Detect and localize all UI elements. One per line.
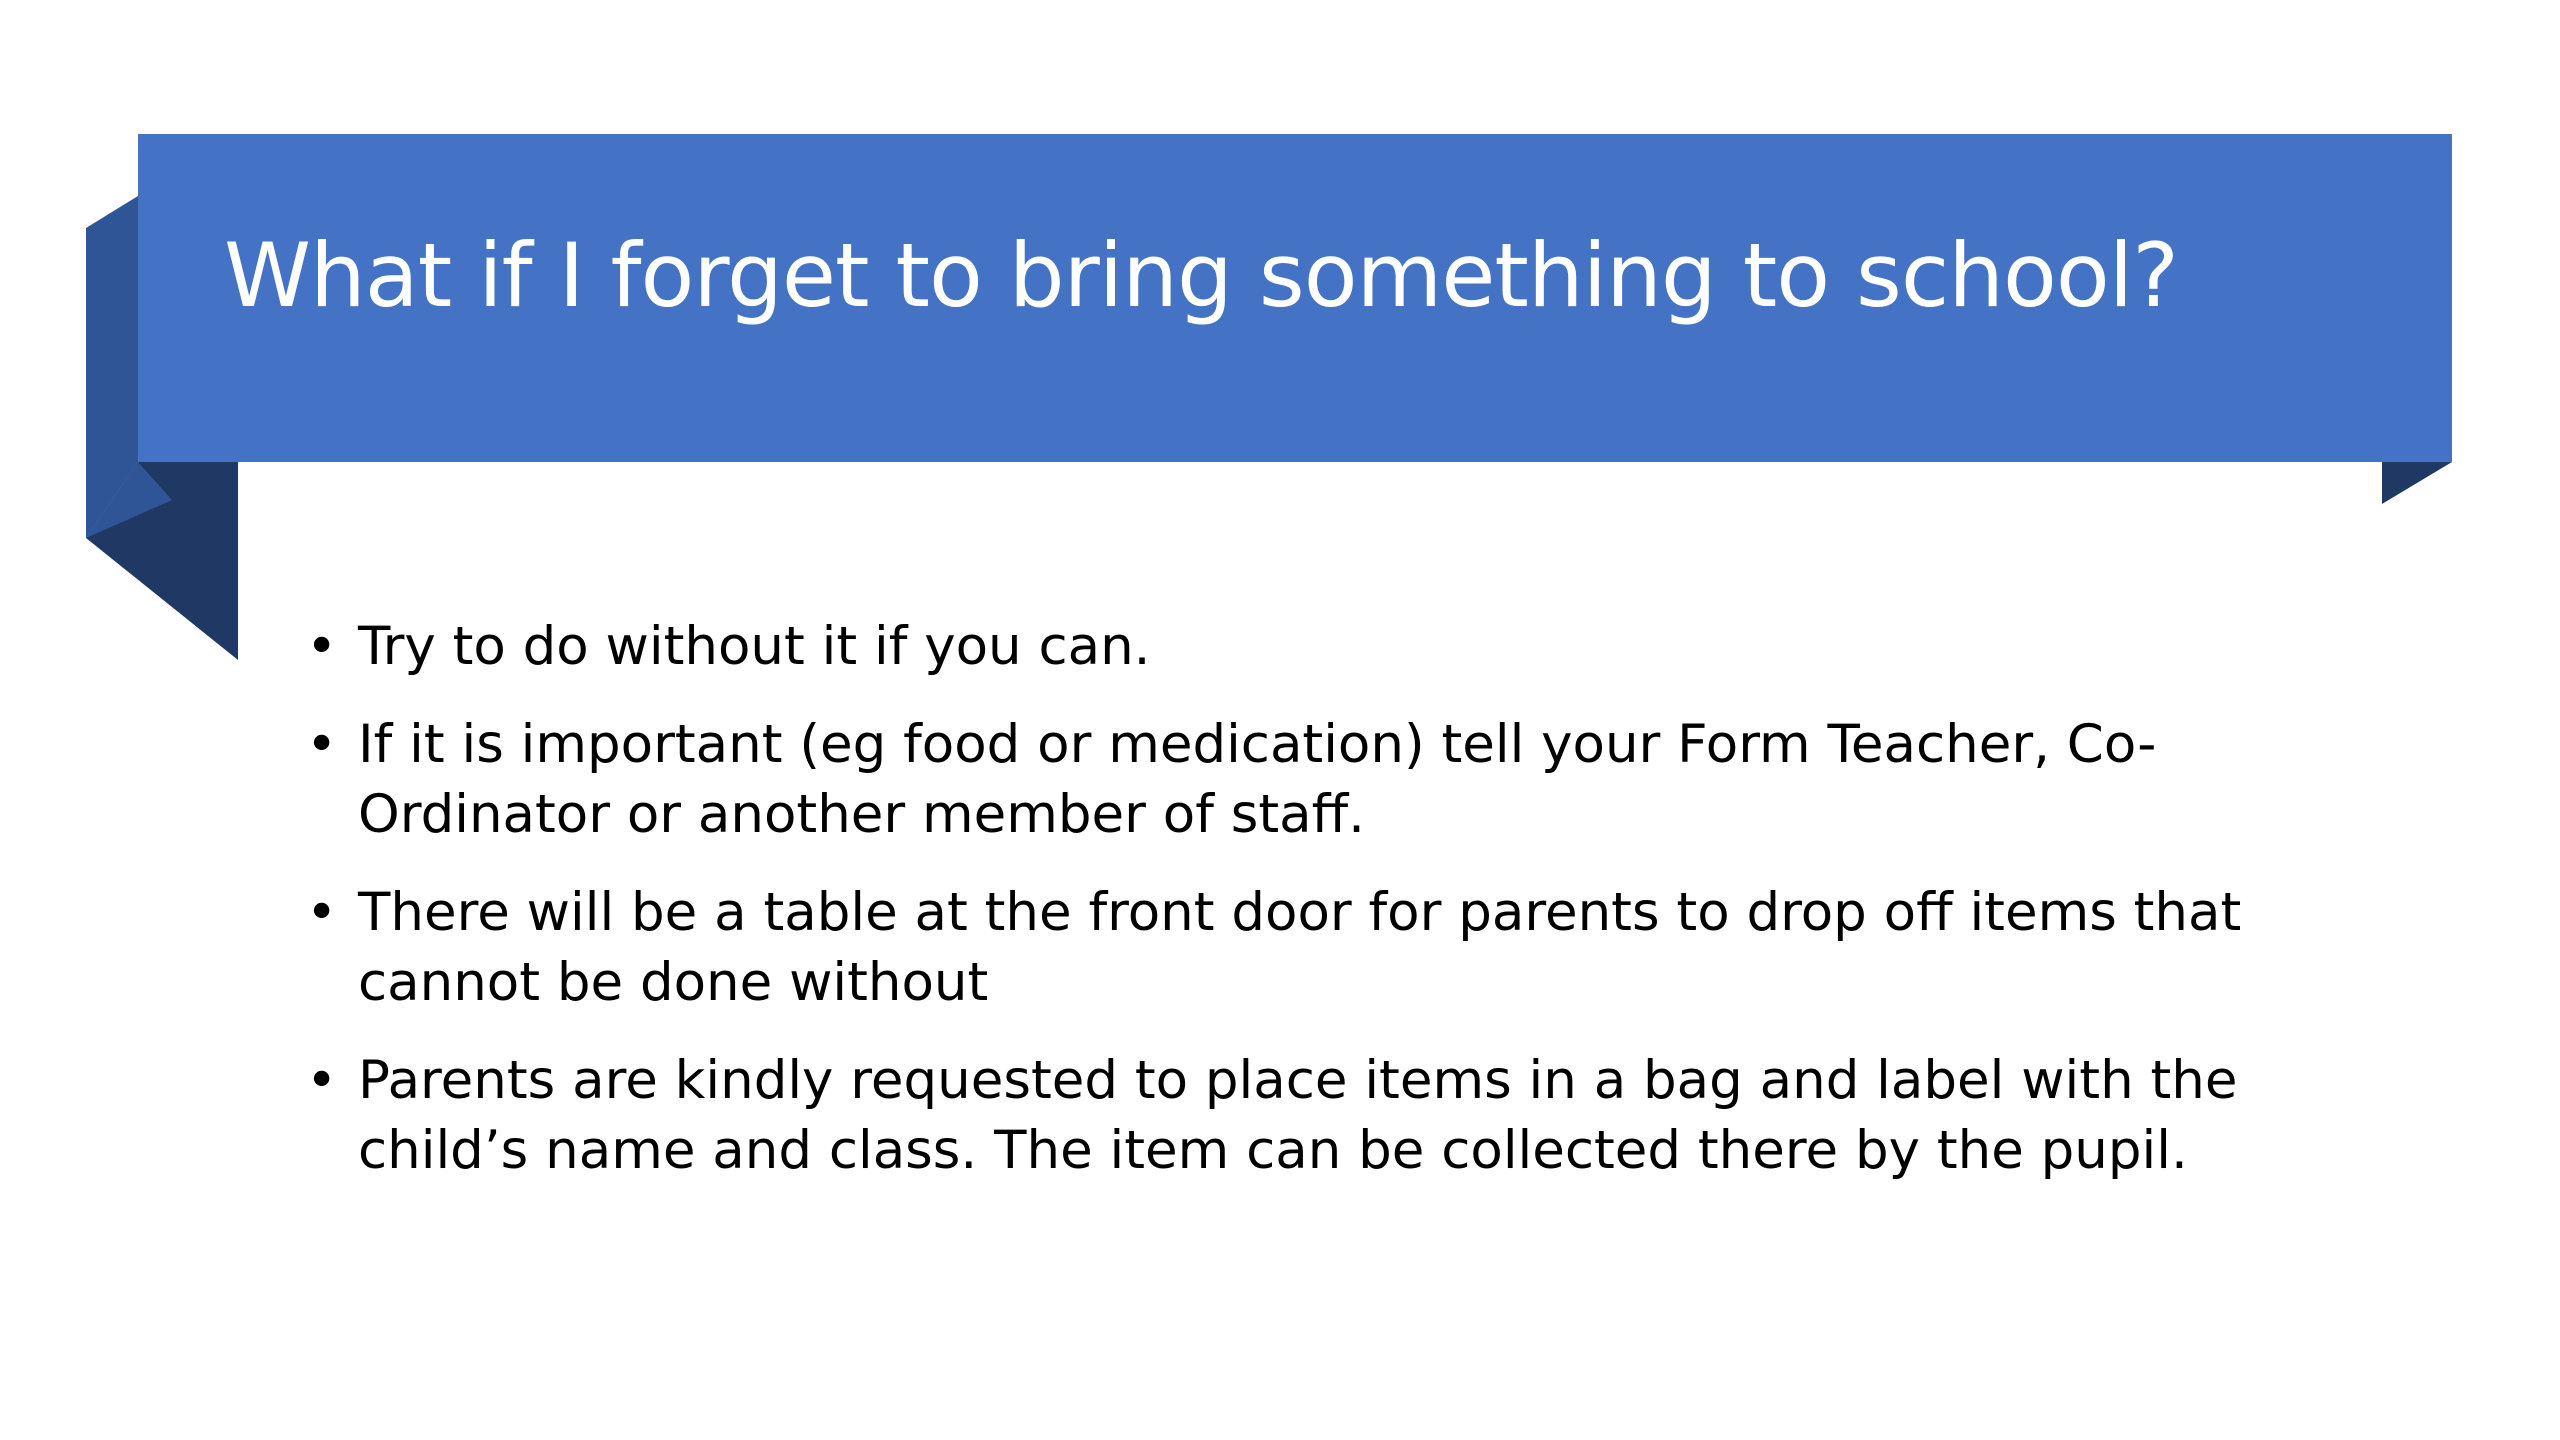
ribbon-right-fold [2382, 462, 2452, 504]
bullet-icon: • [306, 616, 338, 677]
bullet-icon: • [306, 714, 338, 775]
bullet-text: Parents are kindly requested to place items in a bag and label with the child’s name and class. The item can be collected there by the pupil. [358, 1050, 2238, 1181]
bullet-text: If it is important (eg food or medication) tell your Form Teacher, Co-Ordinator or another member of staff. [358, 714, 2157, 845]
bullet-item [300, 710, 2280, 850]
bullet-text: Try to do without it if you can. [358, 616, 1151, 677]
bullet-text: There will be a table at the front door for parents to drop off items that cannot be done without [358, 882, 2242, 1013]
slide-title: What if I forget to bring something to school? [224, 224, 2178, 327]
bullet-item [300, 1046, 2280, 1186]
bullet-icon: • [306, 882, 338, 943]
bullet-item [300, 612, 2280, 682]
bullet-icon: • [306, 1050, 338, 1111]
bullet-item [300, 878, 2280, 1018]
bullet-list [300, 612, 2280, 1214]
